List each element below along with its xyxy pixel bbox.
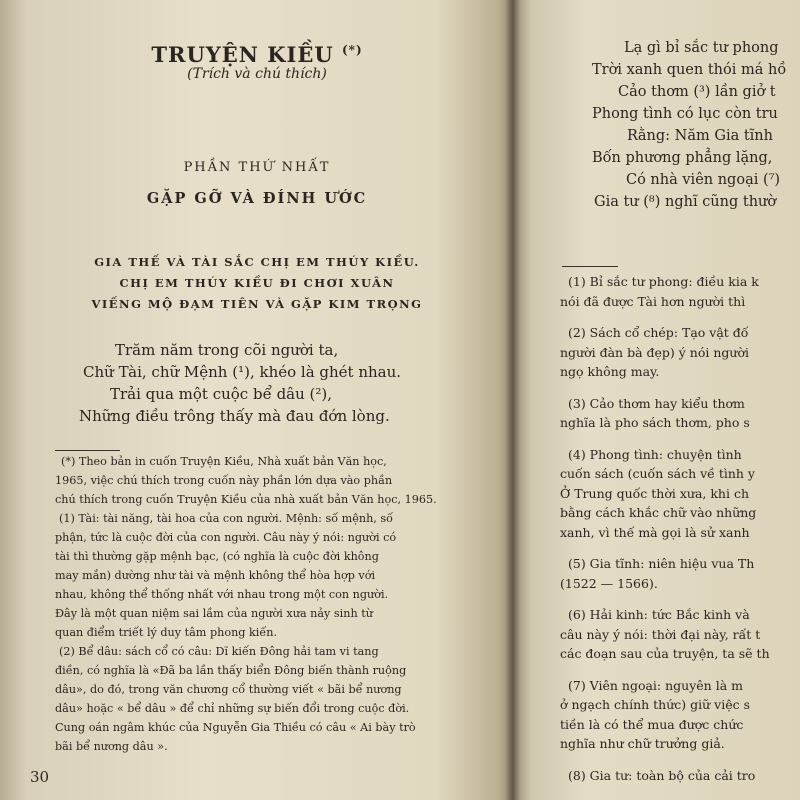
footnote-line: dâu», do đó, trong văn chương cổ thường viết « bãi bể nương — [55, 683, 402, 696]
footnote-line: (1) Tài: tài năng, tài hoa của con người. Mệnh: số mệnh, số — [59, 512, 393, 525]
footnote-line: (8) Gia tư: toàn bộ của cải tro — [568, 767, 756, 783]
footnote-line: tài thì thường gặp mệnh bạc, (có nghĩa là cuộc đời không — [55, 550, 379, 563]
verse-line: Bốn phương phẳng lặng, — [592, 150, 773, 166]
verse-line: Trải qua một cuộc bể dâu (²), — [110, 385, 333, 403]
footnote-line: quan điểm triết lý duy tâm phong kiến. — [55, 626, 277, 639]
summary-line: VIẾNG MỘ ĐẠM TIÊN VÀ GẶP KIM TRỌNG — [91, 297, 423, 311]
footnote-line: Đây là một quan niệm sai lầm của người xưa nảy sinh từ — [55, 607, 373, 620]
footnote-line: (2) Sách cổ chép: Tạo vật đố — [568, 325, 749, 340]
footnotes-left — [55, 452, 437, 756]
footnote-line: (1) Bỉ sắc tư phong: điều kia k — [568, 274, 759, 289]
footnote-line: bãi bể nương dâu ». — [55, 740, 168, 753]
footnote-line: nói đã được Tài hơn người thì — [560, 293, 746, 309]
footnote-line: các đoạn sau của truyện, ta sẽ th — [560, 646, 770, 661]
part-heading: PHẦN THỨ NHẤT — [183, 160, 331, 175]
footnote-line: 1965, việc chú thích trong cuốn này phần lớn dựa vào phần — [55, 474, 393, 487]
verse-line: Có nhà viên ngoại (⁷) — [626, 172, 781, 188]
verse-line: Những điều trông thấy mà đau đớn lòng. — [79, 407, 390, 425]
section-heading: GẶP GỠ VÀ ĐÍNH ƯỚC — [146, 190, 368, 207]
footnote-line: xanh, vì thế mà gọi là sử xanh — [560, 524, 750, 540]
footnote-line: (2) Bể dâu: sách cổ có câu: Dĩ kiến Đông hải tam vi tang — [59, 645, 379, 658]
footnote-line: ngọ không may. — [560, 364, 660, 379]
poem-subtitle: (Trích và chú thích) — [187, 66, 327, 82]
verse-line: Lạ gì bỉ sắc tư phong — [624, 40, 779, 56]
verse-line: Trời xanh quen thói má hồ — [592, 62, 787, 78]
poem-title: TRUYỆN KIỀU (*) — [151, 42, 363, 67]
footnote-line: nghĩa như chữ trưởng giả. — [560, 736, 725, 751]
footnote-line: bằng cách khắc chữ vào những — [560, 505, 757, 520]
footnote-line: điền, có nghĩa là «Đã ba lần thấy biển Đông biến thành ruộng — [55, 664, 407, 677]
footnote-divider — [55, 450, 120, 451]
summary-line: GIA THẾ VÀ TÀI SẮC CHỊ EM THÚY KIỀU. — [94, 255, 420, 269]
page-number: 30 — [30, 768, 50, 786]
footnote-line: Ở Trung quốc thời xưa, khi ch — [560, 485, 750, 501]
footnote-line: Cung oán ngâm khúc của Nguyễn Gia Thiều có câu « Ai bày trò — [55, 721, 416, 734]
right-page — [514, 0, 800, 800]
verse-line: Cảo thơm (³) lần giở t — [618, 84, 776, 100]
verse-line: Chữ Tài, chữ Mệnh (¹), khéo là ghét nhau. — [83, 363, 402, 381]
footnote-divider — [562, 266, 618, 267]
verse-line: Rằng: Năm Gia tĩnh — [627, 128, 773, 144]
footnote-line: (4) Phong tình: chuyện tình — [568, 446, 742, 462]
footnote-line: nghĩa là pho sách thơm, pho s — [560, 415, 750, 430]
footnote-line: (3) Cảo thơm hay kiểu thơm — [568, 395, 745, 411]
footnote-line: câu này ý nói: thời đại này, rất t — [560, 626, 761, 642]
footnote-line: (7) Viên ngoại: nguyên là m — [568, 677, 743, 693]
footnote-line: may mắn) dường như tài và mệnh không thể hòa hợp với — [55, 569, 376, 582]
footnote-line: dâu» hoặc « bể dâu » để chỉ những sự biến đổi trong cuộc đời. — [55, 702, 410, 715]
verse-line: Trăm năm trong cõi người ta, — [115, 341, 339, 359]
footnote-line: phận, tức là cuộc đời của con người. Câu này ý nói: người có — [55, 531, 397, 544]
verse-line: Phong tình có lục còn tru — [592, 106, 778, 122]
book-gutter — [505, 0, 521, 800]
verse-line: Gia tư (⁸) nghĩ cũng thườ — [594, 194, 777, 210]
footnote-line: cuốn sách (cuốn sách về tình y — [560, 466, 755, 481]
footnote-line: ở ngạch chính thức) giữ việc s — [560, 697, 750, 712]
footnotes-right — [560, 272, 770, 785]
footnote-line: người đàn bà đẹp) ý nói người — [560, 344, 749, 360]
chapter-summary — [0, 252, 514, 315]
footnote-line: tiền là có thể mua được chức — [560, 716, 744, 732]
footnote-line: chú thích trong cuốn Truyện Kiều của nhà xuất bản Văn học, 1965. — [55, 493, 437, 506]
footnote-line: (*) Theo bản in cuốn Truyện Kiều, Nhà xuất bản Văn học, — [61, 455, 387, 468]
summary-line: CHỊ EM THÚY KIỀU ĐI CHƠI XUÂN — [119, 276, 395, 290]
footnote-line: nhau, không thể thống nhất với nhau trong một con người. — [55, 588, 389, 601]
footnote-line: (6) Hải kinh: tức Bắc kinh và — [568, 607, 750, 622]
footnote-line: (1522 — 1566). — [560, 575, 658, 591]
footnote-line: (5) Gia tĩnh: niên hiệu vua Th — [568, 556, 755, 571]
